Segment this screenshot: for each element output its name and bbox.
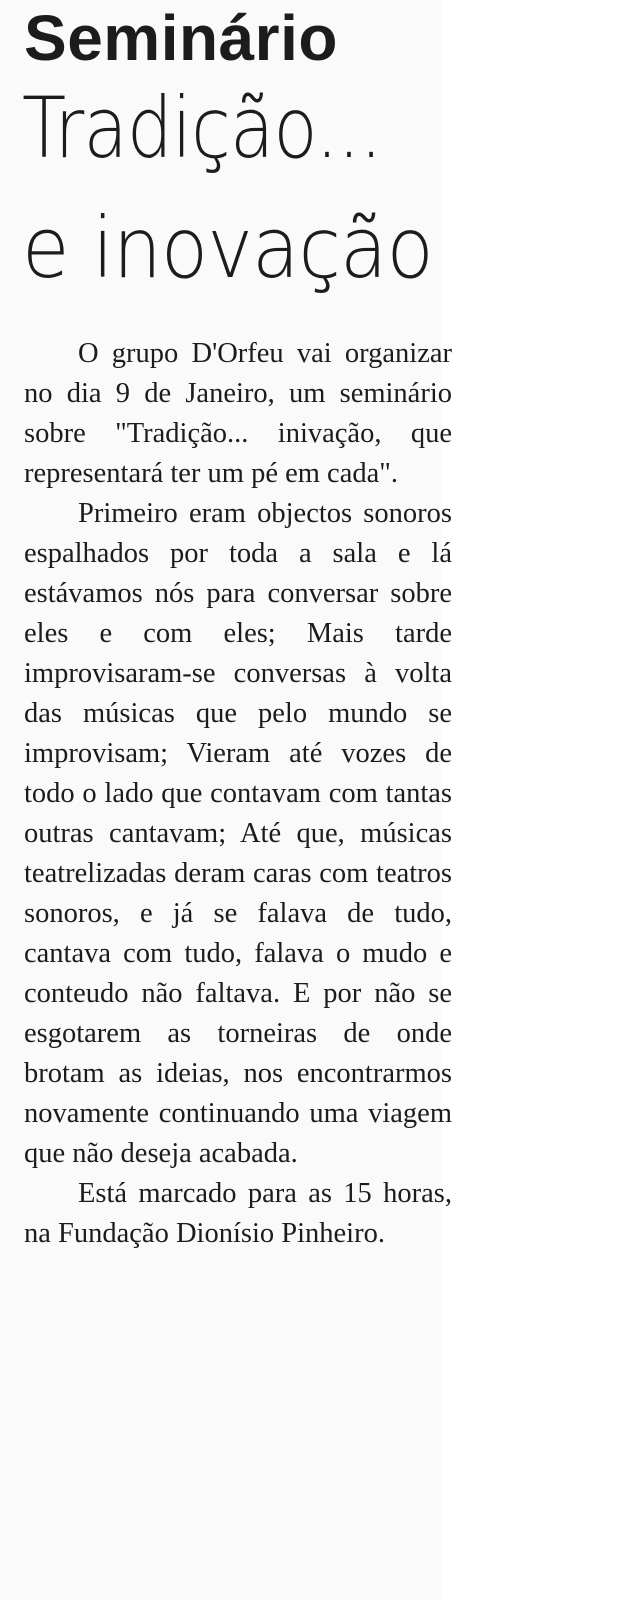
paragraph-2: Primeiro eram objectos sonoros espalhados por toda a sala e lá estávamos nós para conversar sobre eles e com eles; Mais tarde improvisaram-se conversas à volta das músicas que pelo mundo se improvisam; Vieram até vozes de todo o lado que contavam com tantas outras cantavam; Até que, músicas teatrelizadas deram caras com teatros sonoros, e já se falava de tudo, cantava com tudo, falava o mudo e conteudo não faltava. E por não se esgotarem as torneiras de onde brotam as ideias, nos encontrarmos novamente continuando uma viagem que não deseja acabada. bbox=[24, 498, 452, 1169]
paragraph-3: Está marcado para as 15 horas, na Fundação Dionísio Pinheiro. bbox=[24, 1178, 452, 1249]
blank-margin bbox=[442, 0, 632, 1600]
article-body bbox=[24, 334, 452, 1254]
headline-line-1: Tradição... bbox=[22, 79, 382, 177]
headline-line-2: e inovação bbox=[22, 199, 433, 297]
section-kicker: Seminário bbox=[24, 2, 338, 74]
paragraph-1: O grupo D'Orfeu vai organizar no dia 9 de Janeiro, um seminário sobre "Tradição... inivação, que representará ter um pé em cada". bbox=[24, 338, 452, 489]
